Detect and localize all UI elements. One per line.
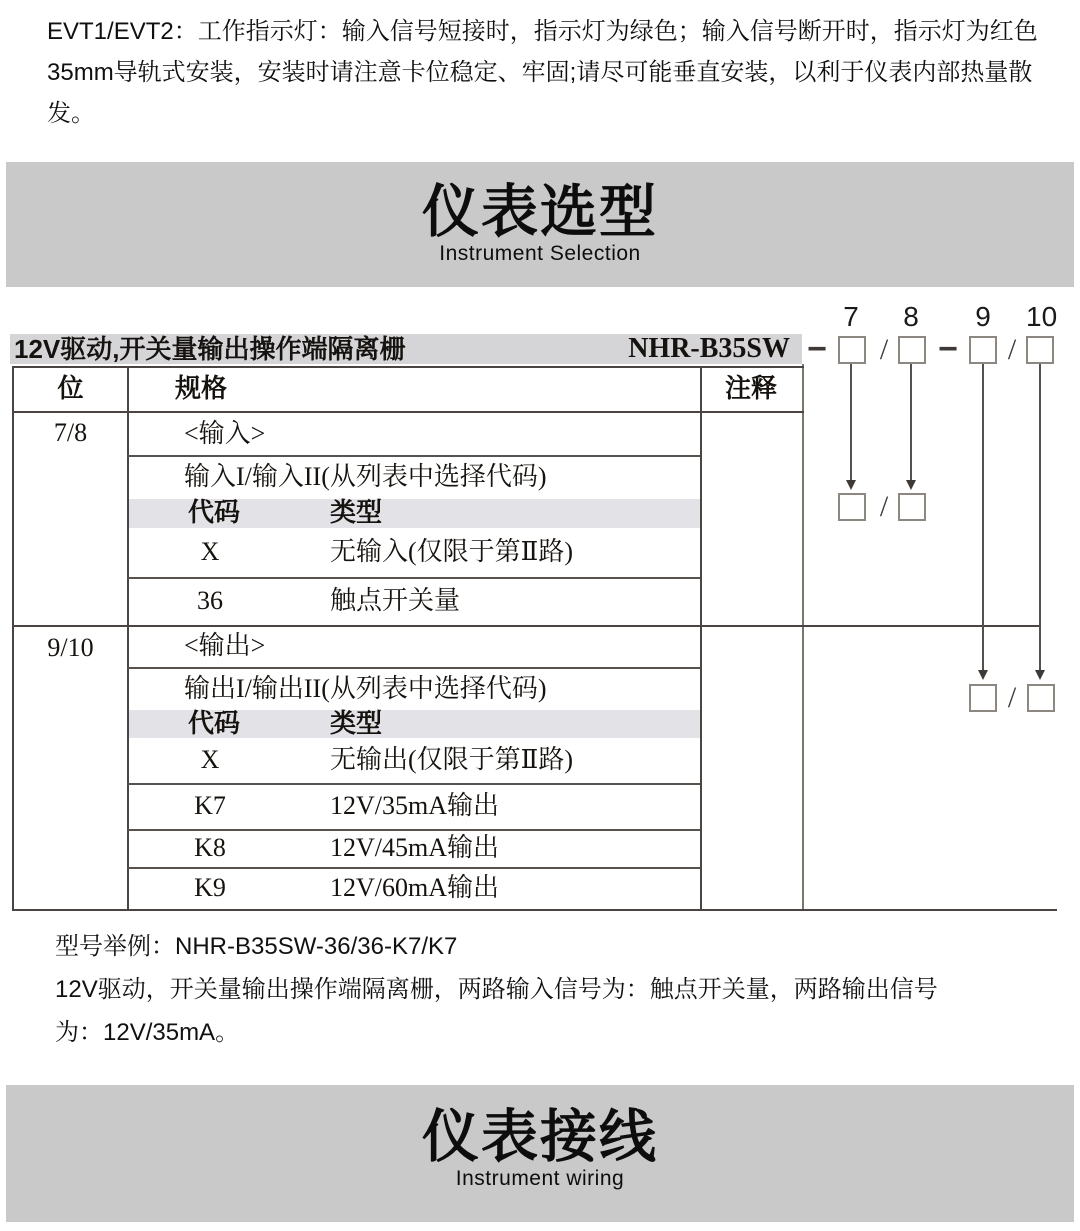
selection-banner (6, 162, 1074, 287)
input-code-box-2 (898, 493, 926, 521)
model-code-dash: − (807, 330, 827, 368)
option-type: 12V/60mA输出 (330, 873, 500, 902)
model-number: NHR-B35SW (628, 333, 790, 364)
table-grid-line (12, 411, 804, 413)
table-grid-line (700, 366, 702, 911)
output-code-box-2 (1027, 684, 1055, 712)
ordering-header-strip (10, 334, 802, 364)
option-type: 无输出(仅限于第Ⅱ路) (330, 745, 573, 774)
position-cell: 9/10 (47, 633, 94, 662)
table-grid-line (12, 366, 804, 368)
model-code-dash: − (938, 330, 958, 368)
arrow-line-8 (910, 364, 912, 480)
wiring-banner-title: 仪表接线 (422, 1105, 658, 1169)
evt-indicator-note: EVT1/EVT2：工作指示灯：输入信号短接时，指示灯为绿色；输入信号断开时，指示灯为红色 (47, 18, 1038, 45)
section-subtitle-input: 输入I/输入II(从列表中选择代码) (184, 462, 547, 491)
arrow-line-9 (982, 364, 984, 670)
option-code: K8 (194, 833, 226, 862)
mounting-note: 35mm导轨式安装，安装时请注意卡位稳定、牢固;请尽可能垂直安装，以利于仪表内部热量散发。 (47, 59, 1033, 127)
model-digit-box-10 (1026, 336, 1054, 364)
arrowhead-icon (1035, 670, 1045, 680)
arrowhead-icon (978, 670, 988, 680)
option-code: 36 (197, 586, 223, 615)
digit-label-9: 9 (975, 301, 991, 332)
code-header: 代码 (188, 498, 241, 527)
col-header-spec: 规格 (175, 374, 228, 403)
option-type: 触点开关量 (330, 586, 461, 615)
arrow-line-10 (1039, 364, 1041, 670)
table-grid-line (127, 667, 700, 669)
arrowhead-icon (846, 480, 856, 490)
digit-label-7: 7 (843, 301, 859, 332)
selection-banner-subtitle: Instrument Selection (439, 242, 641, 265)
code-header: 代码 (188, 709, 241, 738)
option-code: X (200, 745, 220, 774)
table-grid-line (127, 577, 700, 579)
table-grid-line (127, 829, 700, 831)
table-grid-line (12, 909, 1057, 911)
option-type: 无输入(仅限于第Ⅱ路) (330, 537, 573, 566)
output-code-slash: / (1007, 681, 1017, 714)
product-description: 12V驱动,开关量输出操作端隔离栅 (14, 334, 406, 364)
col-header-position: 位 (57, 374, 84, 403)
wiring-banner (6, 1085, 1074, 1222)
position-cell: 7/8 (53, 418, 88, 447)
intro-paragraph (47, 11, 1047, 134)
table-grid-line (12, 625, 1041, 627)
model-example (55, 925, 1035, 1054)
option-type: 12V/35mA输出 (330, 791, 500, 820)
output-code-box-1 (969, 684, 997, 712)
section-title-output: <输出> (184, 631, 266, 660)
type-header: 类型 (330, 498, 383, 527)
model-digit-box-9 (969, 336, 997, 364)
model-code-slash: / (1007, 333, 1017, 366)
digit-label-8: 8 (903, 301, 919, 332)
table-grid-line (127, 455, 700, 457)
model-example-line1: 型号举例：NHR-B35SW-36/36-K7/K7 (55, 933, 458, 960)
input-code-slash: / (879, 490, 889, 523)
arrowhead-icon (906, 480, 916, 490)
section-subtitle-output: 输出I/输出II(从列表中选择代码) (184, 674, 547, 703)
model-digit-box-7 (838, 336, 866, 364)
model-example-line2: 12V驱动，开关量输出操作端隔离栅，两路输入信号为：触点开关量，两路输出信号 (55, 976, 938, 1003)
digit-label-10: 10 (1026, 301, 1058, 332)
arrow-line-7 (850, 364, 852, 480)
model-example-line3: 为：12V/35mA。 (55, 1019, 240, 1046)
table-grid-line (802, 364, 804, 911)
model-code-slash: / (879, 333, 889, 366)
option-code: X (200, 537, 220, 566)
model-digit-box-8 (898, 336, 926, 364)
col-header-note: 注释 (724, 374, 777, 403)
section-title-input: <输入> (184, 419, 266, 448)
type-header: 类型 (330, 709, 383, 738)
wiring-banner-subtitle: Instrument wiring (455, 1167, 625, 1190)
selection-banner-title: 仪表选型 (422, 180, 658, 244)
table-grid-line (127, 783, 700, 785)
option-code: K9 (194, 873, 226, 902)
option-code: K7 (194, 791, 226, 820)
input-code-box-1 (838, 493, 866, 521)
table-grid-line (127, 867, 700, 869)
option-type: 12V/45mA输出 (330, 833, 500, 862)
